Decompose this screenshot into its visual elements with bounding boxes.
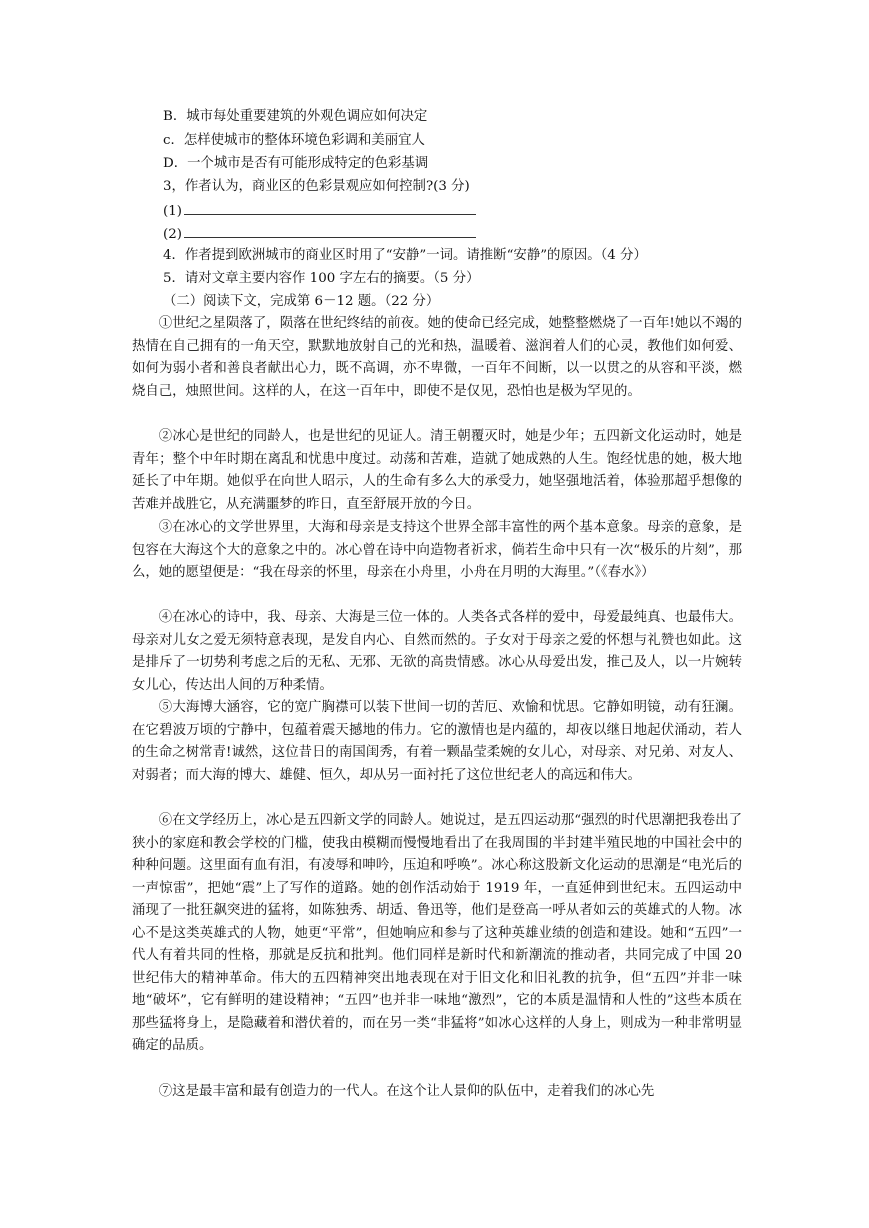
paragraph-5: ⑤大海博大涵容，它的宽广胸襟可以装下世间一切的苦厄、欢愉和忧思。它静如明镜，动有狂澜。在它碧波万顷的宁静中，包蕴着震天撼地的伟力。它的激情也是内蕴的，却夜以继日地起伏涌动，若人的生命之树常青!诚然，这位昔日的南国闺秀，有着一颗晶莹柔婉的女儿心，对母亲、对兄弟、对友人、对弱者；而大海的博大、雄健、恒久，却从另一面衬托了这位世纪老人的高远和伟大。 [132, 700, 742, 783]
section-2-heading: （二）阅读下文，完成第 6－12 题。（22 分） [163, 294, 440, 309]
paragraph-3: ③在冰心的文学世界里，大海和母亲是支持这个世界全部丰富性的两个基本意象。母亲的意象，是包容在大海这个大的意象之中的。冰心曾在诗中向造物者祈求，倘若生命中只有一次“极乐的片刻”，那么，她的愿望便是：“我在母亲的怀里，母亲在小舟里，小舟在月明的大海里。”（《春水》） [132, 520, 742, 580]
paragraph-7: ⑦这是最丰富和最有创造力的一代人。在这个让人景仰的队伍中，走着我们的冰心先 [158, 1084, 655, 1099]
question-5: 5．请对文章主要内容作 100 字左右的摘要。（5 分） [163, 271, 480, 286]
answer-line-1-label: (1) [163, 204, 182, 219]
question-4: 4．作者提到欧洲城市的商业区时用了“安静”一词。请推断“安静”的原因。（4 分） [163, 248, 647, 263]
paragraph-4: ④在冰心的诗中，我、母亲、大海是三位一体的。人类各式各样的爱中，母爱最纯真、也最伟大。母亲对儿女之爱无须特意表现，是发自内心、自然而然的。子女对于母亲之爱的怀想与礼赞也如此。这是排斥了一切势利考虑之后的无私、无邪、无欲的高贵情感。冰心从母爱出发，推己及人，以一片婉转女儿心，传达出人间的万种柔情。 [132, 610, 742, 693]
answer-line-2 [163, 222, 476, 246]
option-d: D．一个城市是否有可能形成特定的色彩基调 [163, 156, 429, 171]
option-c: c．怎样使城市的整体环境色彩调和美丽宜人 [163, 133, 425, 148]
answer-blank-1 [184, 199, 476, 215]
paragraph-1: ①世纪之星陨落了，陨落在世纪终结的前夜。她的使命已经完成，她整整燃烧了一百年!她以不竭的热情在自己拥有的一角天空，默默地放射自己的光和热，温暖着、滋润着人们的心灵，教他们如何爱、如何为弱小者和善良者献出心力，既不高调，亦不卑微，一百年不间断，以一以贯之的从容和平淡，燃烧自己，烛照世间。这样的人，在这一百年中，即使不是仅见，恐怕也是极为罕见的。 [132, 316, 742, 399]
answer-line-1 [163, 199, 476, 223]
answer-line-2-label: (2) [163, 227, 182, 242]
question-3: 3，作者认为，商业区的色彩景观应如何控制?(3 分) [163, 179, 470, 194]
answer-blank-2 [184, 222, 476, 238]
paragraph-6: ⑥在文学经历上，冰心是五四新文学的同龄人。她说过，是五四运动那“强烈的时代思潮把我卷出了狭小的家庭和教会学校的门槛，使我由模糊而慢慢地看出了在我周围的半封建半殖民地的中国社会中的种种问题。这里面有血有泪，有凌辱和呻吟，压迫和呼唤”。冰心称这股新文化运动的思潮是“电光后的一声惊雷”，把她“震”上了写作的道路。她的创作活动始于 1919 年，一直延伸到世纪末。五四运动中涌现了一批狂飙突进的猛将，如陈独秀、胡适、鲁迅等，他们是登高一呼从者如云的英雄式的人物。冰心不是这类英雄式的人物，她更“平常”，但她响应和参与了这种英雄业绩的创造和建设。她和“五四”一代人有着共同的性格，那就是反抗和批判。他们同样是新时代和新潮流的推动者，共同完成了中国 20 世纪伟大的精神革命。伟大的五四精神突出地表现在对于旧文化和旧礼教的抗争，但“五四”并非一味地“破坏”，它有鲜明的建设精神；“五四”也并非一味地“激烈”，它的本质是温情和人性的”这些本质在那些猛将身上，是隐藏着和潜伏着的，而在另一类“非猛将”如冰心这样的人身上，则成为一种非常明显确定的品质。 [132, 813, 742, 1053]
option-b: B．城市每处重要建筑的外观色调应如何决定 [163, 109, 428, 124]
paragraph-2: ②冰心是世纪的同龄人，也是世纪的见证人。清王朝覆灭时，她是少年；五四新文化运动时，她是青年；整个中年时期在离乱和忧患中度过。动荡和苦难，造就了她成熟的人生。饱经忧患的她，极大地延长了中年期。她似乎在向世人昭示，人的生命有多么大的承受力，她坚强地活着，体验那超乎想像的苦难并战胜它，从充满噩梦的昨日，直至舒展开放的今日。 [132, 429, 742, 512]
